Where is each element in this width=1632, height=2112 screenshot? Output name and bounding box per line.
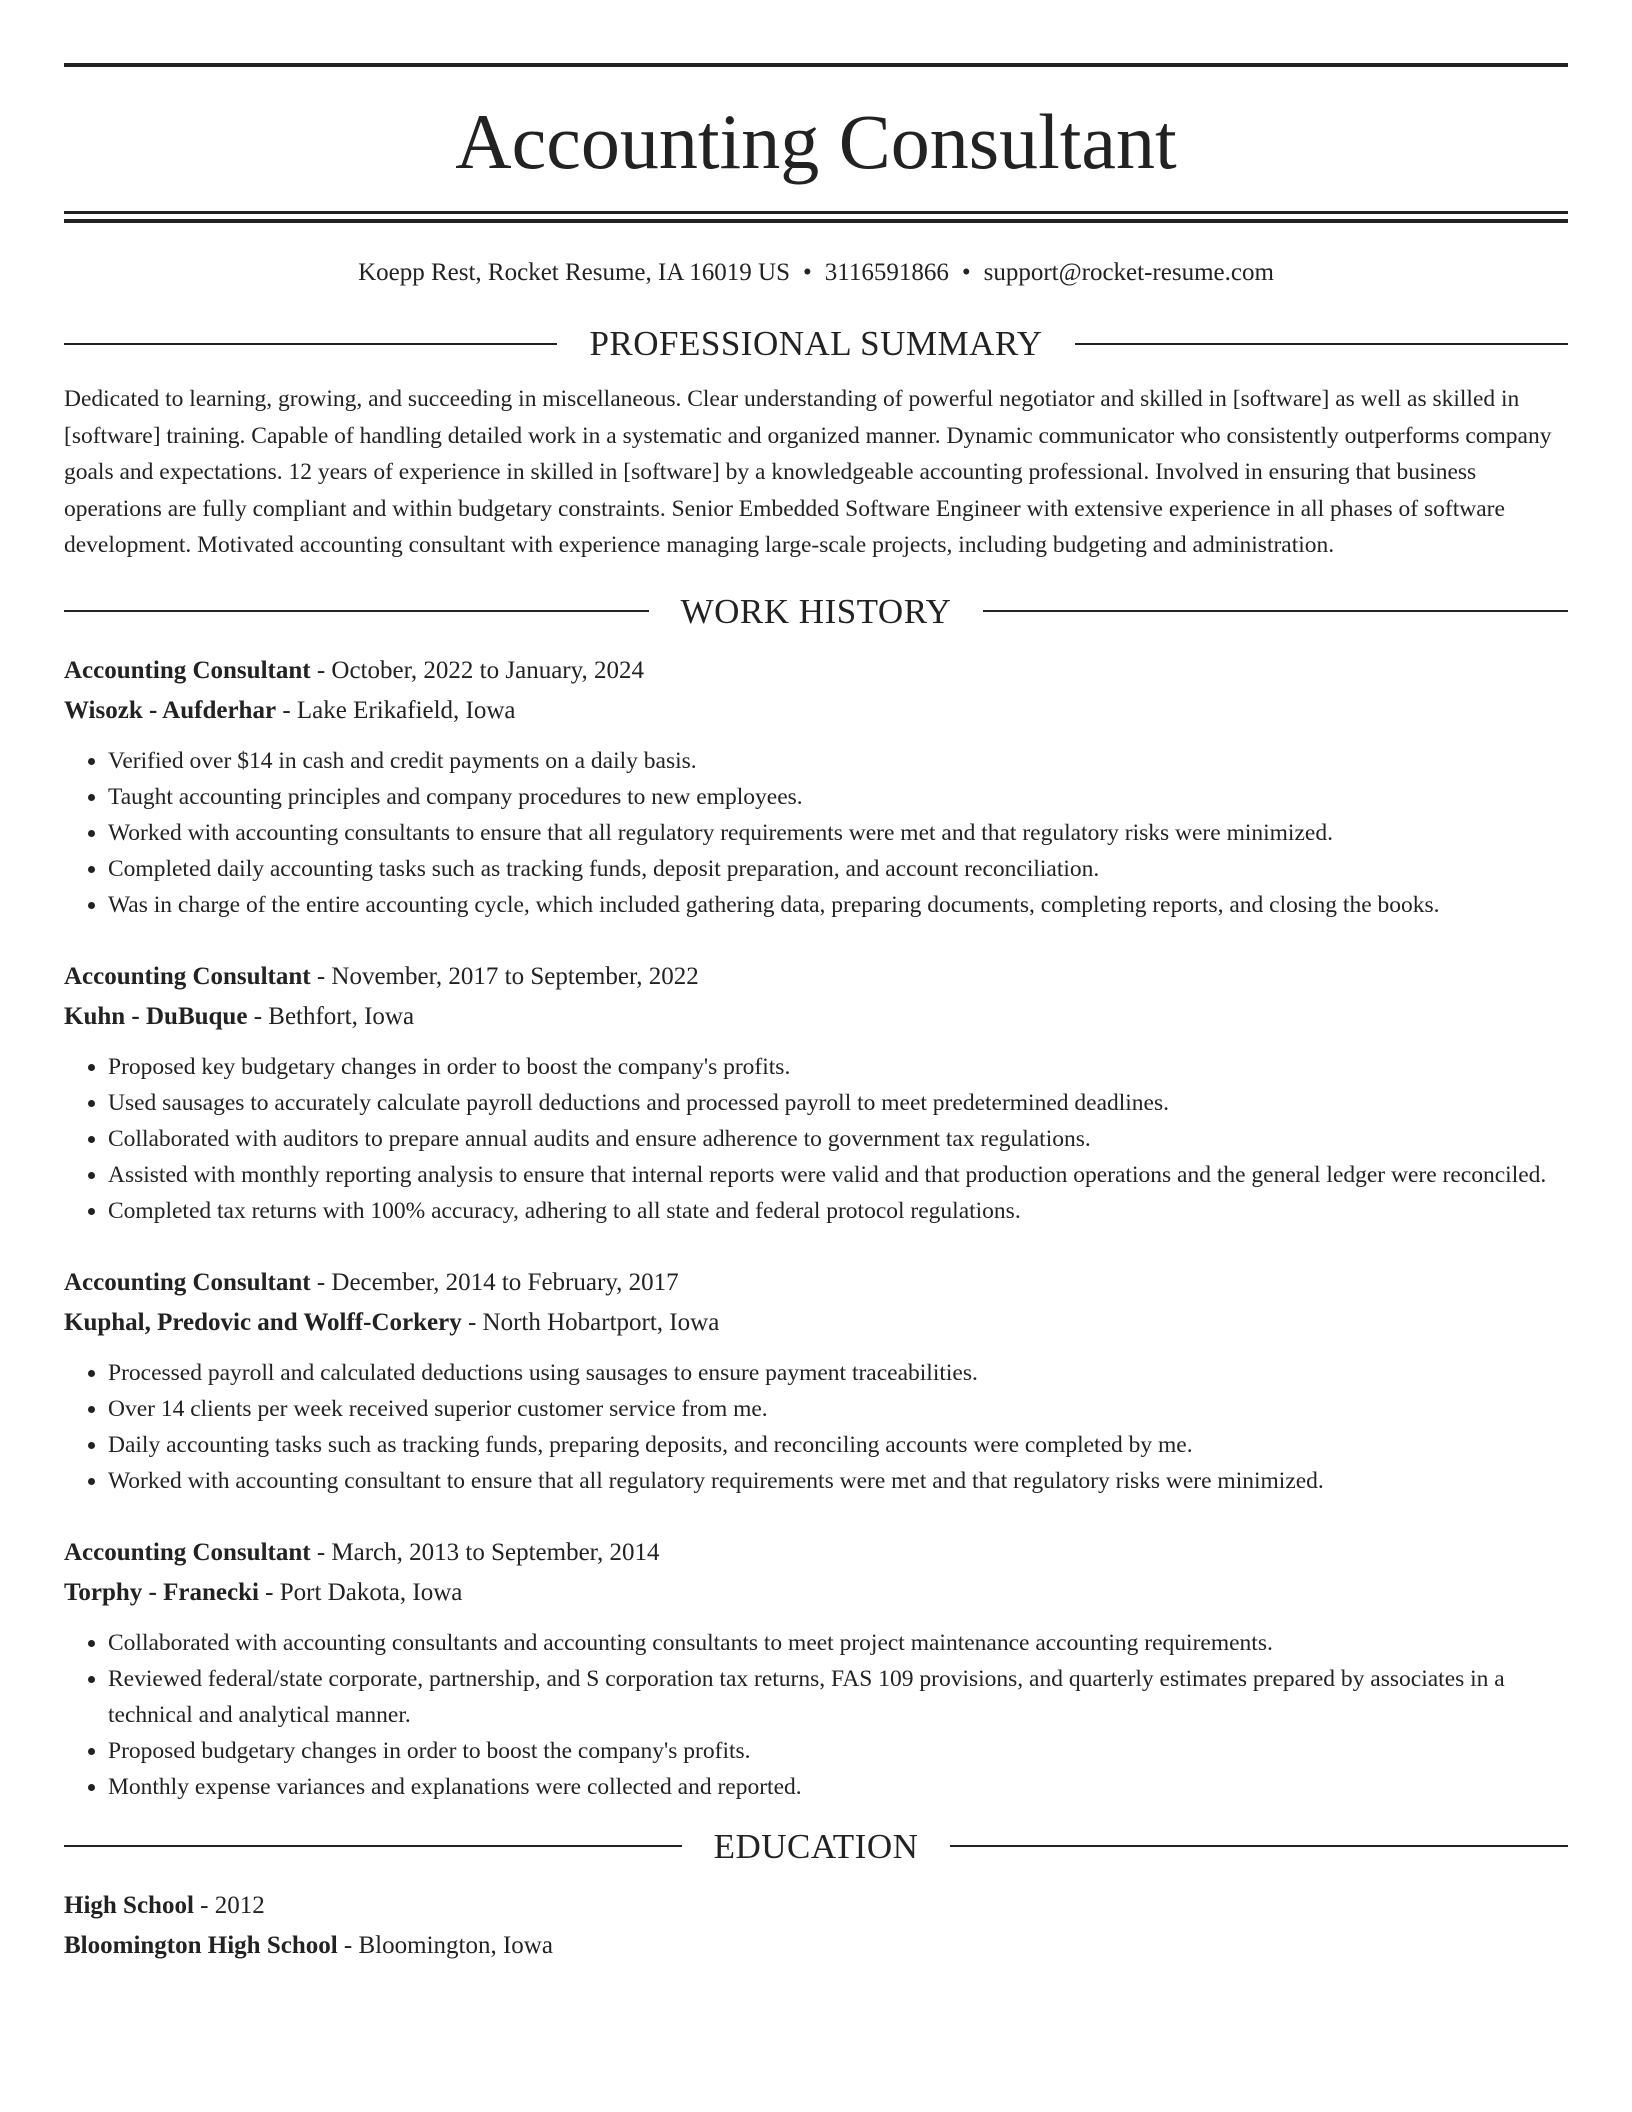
education-year: - 2012 — [193, 1891, 265, 1919]
job-title-line — [64, 957, 1568, 997]
education-degree: High School — [64, 1891, 194, 1919]
job-bullet: • Verified over $14 in cash and credit payments on a daily basis. — [108, 743, 1568, 779]
job-company-line — [64, 1573, 1568, 1613]
job-bullet: • Assisted with monthly reporting analysis to ensure that internal reports were valid and that production operations and the general ledger were reconciled. — [108, 1157, 1568, 1193]
job-location: - Lake Erikafield, Iowa — [276, 696, 516, 724]
heading-rule-left — [64, 343, 557, 345]
job-bullet: • Processed payroll and calculated deductions using sausages to ensure payment traceabilities. — [108, 1355, 1568, 1391]
resume-title: Accounting Consultant — [455, 98, 1177, 185]
job-entry — [64, 1533, 1568, 1805]
job-bullet: • Was in charge of the entire accounting cycle, which included gathering data, preparing documents, completing reports, and closing the books. — [108, 887, 1568, 923]
job-dates: - March, 2013 to September, 2014 — [310, 1538, 660, 1566]
job-bullet: • Collaborated with accounting consultants and accounting consultants to meet project maintenance accounting requirements. — [108, 1625, 1568, 1661]
job-bullet: • Proposed key budgetary changes in order to boost the company's profits. — [108, 1049, 1568, 1085]
job-bullet: • Reviewed federal/state corporate, partnership, and S corporation tax returns, FAS 109 provisions, and quarterly estimates prepared by associates in a technical and analytical manner. — [108, 1661, 1568, 1733]
education-degree-line — [64, 1886, 1568, 1926]
section-title: EDUCATION — [713, 1826, 919, 1866]
job-title-line — [64, 651, 1568, 691]
job-location: - Bethfort, Iowa — [247, 1002, 415, 1030]
job-bullet: • Collaborated with auditors to prepare annual audits and ensure adherence to government tax regulations. — [108, 1121, 1568, 1157]
job-dates: - October, 2022 to January, 2024 — [310, 656, 644, 684]
job-bullet: • Daily accounting tasks such as tracking funds, preparing deposits, and reconciling accounts were completed by me. — [108, 1427, 1568, 1463]
job-dates: - December, 2014 to February, 2017 — [310, 1268, 679, 1296]
job-entry — [64, 1263, 1568, 1499]
title-double-rule — [64, 211, 1568, 223]
job-bullet: • Proposed budgetary changes in order to boost the company's profits. — [108, 1733, 1568, 1769]
contact-separator: • — [803, 259, 812, 286]
section-title: WORK HISTORY — [680, 591, 952, 631]
job-title: Accounting Consultant — [64, 656, 311, 684]
job-bullet: • Over 14 clients per week received superior customer service from me. — [108, 1391, 1568, 1427]
contact-email[interactable]: support@rocket-resume.com — [983, 259, 1274, 286]
job-entry — [64, 651, 1568, 923]
job-bullets — [64, 1625, 1568, 1805]
section-title: PROFESSIONAL SUMMARY — [589, 324, 1043, 363]
contact-separator: • — [961, 259, 971, 286]
job-company-line — [64, 997, 1568, 1037]
contact-phone[interactable]: 3116591866 — [824, 259, 949, 286]
job-bullet: • Worked with accounting consultants to ensure that all regulatory requirements were met and that regulatory risks were minimized. — [108, 815, 1568, 851]
job-bullet: • Used sausages to accurately calculate payroll deductions and processed payroll to meet predetermined deadlines. — [108, 1085, 1568, 1121]
resume-page — [64, 0, 1568, 1966]
contact-line — [64, 258, 1568, 288]
contact-address: Koepp Rest, Rocket Resume, IA 16019 US — [358, 259, 790, 286]
job-company: Kuphal, Predovic and Wolff-Corkery — [64, 1308, 462, 1336]
education-location: - Bloomington, Iowa — [337, 1931, 553, 1959]
work-history-list — [64, 651, 1568, 1805]
heading-rule-right — [950, 1845, 1568, 1847]
section-heading-education — [64, 1826, 1568, 1866]
job-title: Accounting Consultant — [64, 962, 311, 990]
job-bullet: • Completed tax returns with 100% accuracy, adhering to all state and federal protocol regulations. — [108, 1193, 1568, 1229]
job-location: - North Hobartport, Iowa — [461, 1308, 720, 1336]
top-rule — [64, 63, 1568, 67]
job-bullet: • Taught accounting principles and company procedures to new employees. — [108, 779, 1568, 815]
education-school-line — [64, 1926, 1568, 1966]
summary-text: Dedicated to learning, growing, and succeeding in miscellaneous. Clear understanding of powerful negotiator and skilled in [software] as well as skilled in [software] training. Capable of handling detailed work in a systematic and organized manner. Dynamic communicator who consistently outperforms company goals and expectations. 12 years of experience in skilled in [software] by a knowledgeable accounting professional. Involved in ensuring that business operations are fully compliant and within budgetary constraints. Senior Embedded Software Engineer with extensive experience in all phases of software development. Motivated accounting consultant with experience managing large-scale projects, including budgeting and administration. — [64, 386, 1552, 558]
heading-rule-left — [64, 610, 649, 612]
section-heading-summary — [64, 326, 1568, 361]
job-bullet: • Completed daily accounting tasks such as tracking funds, deposit preparation, and account reconciliation. — [108, 851, 1568, 887]
job-bullets — [64, 1049, 1568, 1229]
heading-rule-right — [983, 610, 1568, 612]
job-location: - Port Dakota, Iowa — [258, 1578, 463, 1606]
section-heading-work — [64, 591, 1568, 631]
job-title: Accounting Consultant — [64, 1538, 311, 1566]
job-company-line — [64, 691, 1568, 731]
job-title: Accounting Consultant — [64, 1268, 311, 1296]
job-dates: - November, 2017 to September, 2022 — [310, 962, 699, 990]
job-entry — [64, 957, 1568, 1229]
job-title-line — [64, 1533, 1568, 1573]
job-bullets — [64, 743, 1568, 923]
job-bullets — [64, 1355, 1568, 1499]
heading-rule-left — [64, 1845, 682, 1847]
job-bullet: • Worked with accounting consultant to ensure that all regulatory requirements were met and that regulatory risks were minimized. — [108, 1463, 1568, 1499]
job-company-line — [64, 1303, 1568, 1343]
job-title-line — [64, 1263, 1568, 1303]
education-school: Bloomington High School — [64, 1931, 338, 1959]
job-company: Wisozk - Aufderhar — [64, 696, 277, 724]
heading-rule-right — [1075, 343, 1568, 345]
job-company: Kuhn - DuBuque — [64, 1002, 248, 1030]
job-bullet: • Monthly expense variances and explanations were collected and reported. — [108, 1769, 1568, 1805]
job-company: Torphy - Franecki — [64, 1578, 259, 1606]
